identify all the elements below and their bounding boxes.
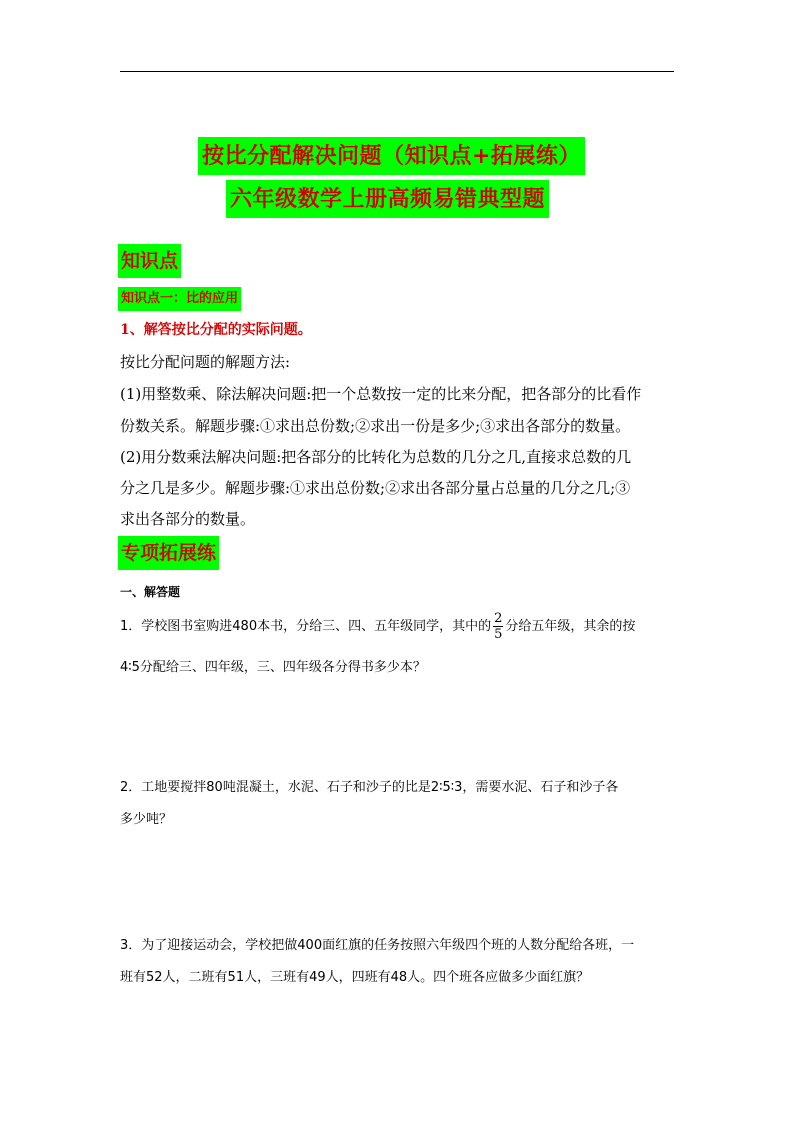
question-3-line1: 3．为了迎接运动会，学校把做400面红旗的任务按照六年级四个班的人数分配给各班，一 [120,938,635,953]
part-title: 一、解答题 [120,585,181,599]
document-subtitle: 六年级数学上册高频易错典型题 [226,180,549,218]
question-1-line2: 4∶5分配给三、四年级，三、四年级各分得书多少本？ [120,660,426,675]
question-3-line2: 班有52人，二班有51人，三班有49人，四班有48人。四个班各应做多少面红旗？ [120,970,590,985]
method1-line2: 份数关系。解题步骤:①求出总份数;②求出一份是多少;③求出各部分的数量。 [120,417,631,435]
knowledge-heading: 1、解答按比分配的实际问题。 [120,322,312,338]
fraction-numerator: 2 [494,611,503,626]
fraction-denominator: 5 [494,627,503,642]
question-2-line1: 2．工地要搅拌80吨混凝土，水泥、石子和沙子的比是2∶5∶3，需要水泥、石子和沙子各 [120,780,619,795]
question-1-line1 [120,608,676,646]
question-1-text-after: 分给五年级，其余的按 [505,619,636,634]
practice-section-title: 专项拓展练 [118,536,219,570]
question-2-line2: 多少吨？ [120,812,173,827]
knowledge-section-title: 知识点 [118,244,181,278]
header-rule [120,71,674,72]
method1-line1: (1)用整数乘、除法解决问题:把一个总数按一定的比来分配，把各部分的比看作 [120,385,642,403]
knowledge-subtitle: 知识点一：比的应用 [118,287,241,311]
method-label: 按比分配问题的解题方法: [120,353,291,371]
question-1-text-before: 1．学校图书室购进480本书，分给三、四、五年级同学，其中的 [120,619,492,634]
fraction [493,611,503,642]
method2-line3: 求出各部分的数量。 [120,510,256,528]
method2-line1: (2)用分数乘法解决问题:把各部分的比转化为总数的几分之几,直接求总数的几 [120,448,632,466]
method2-line2: 分之几是多少。解题步骤:①求出总份数;②求出各部分量占总量的几分之几;③ [120,479,631,497]
document-title: 按比分配解决问题（知识点+拓展练） [198,137,585,175]
